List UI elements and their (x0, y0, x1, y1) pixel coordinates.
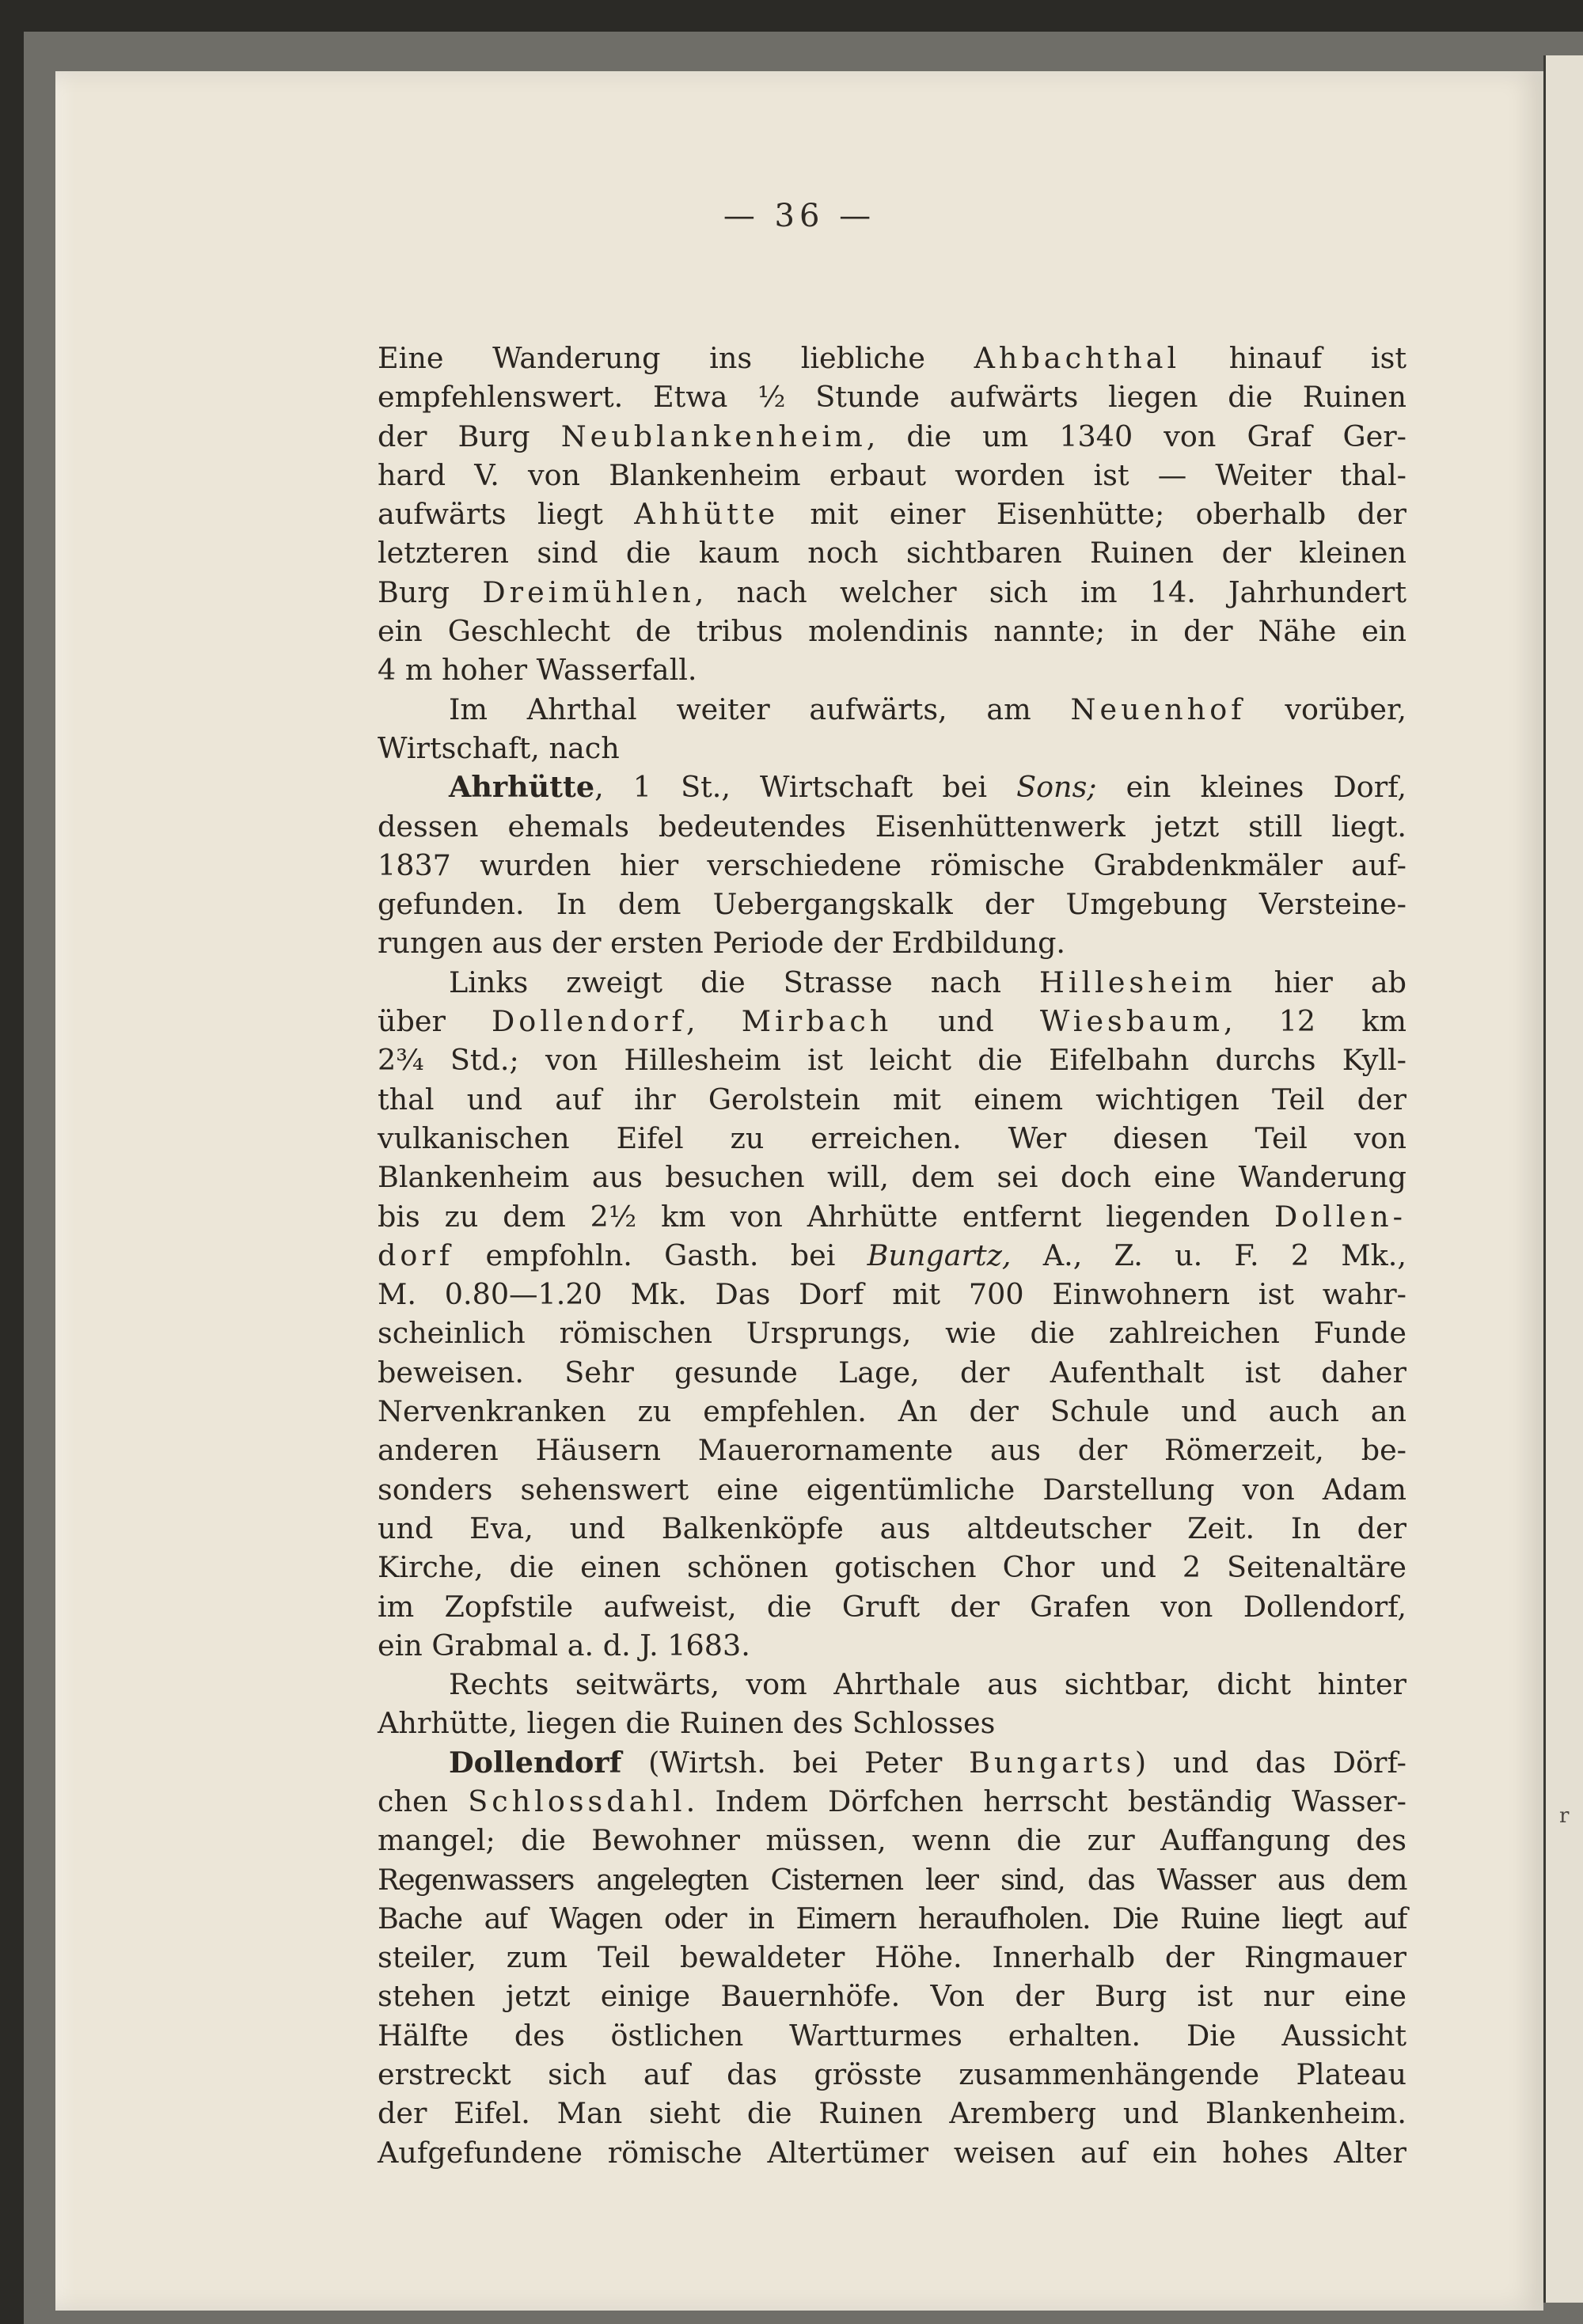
text-line: der Eifel. Man sieht die Ruinen Aremberg und Blankenheim. (378, 2096, 1406, 2131)
text-line: Im Ahrthal weiter aufwärts, am Neuenhof vorüber, (449, 692, 1406, 726)
text-line: scheinlich römischen Ursprungs, wie die zahlreichen Funde (378, 1316, 1406, 1351)
text-line: Rechts seitwärts, vom Ahrthale aus sichtbar, dicht hinter (449, 1667, 1406, 1702)
text-line: hard V. von Blankenheim erbaut worden ist — Weiter thal- (378, 457, 1406, 492)
text-line: rungen aus der ersten Periode der Erdbildung. (378, 926, 1066, 961)
text-line: über Dollendorf, Mirbach und Wiesbaum, 12 km (378, 1004, 1406, 1039)
text-line: Ahrhütte, 1 St., Wirtschaft bei Sons; ein kleines Dorf, (449, 770, 1406, 805)
text-line: 2¾ Std.; von Hillesheim ist leicht die Eifelbahn durchs Kyll- (378, 1043, 1406, 1078)
text-line: Eine Wanderung ins liebliche Ahbachthal hinauf ist (378, 341, 1406, 375)
text-line: Dollendorf (Wirtsh. bei Peter Bungarts) und das Dörf- (449, 1745, 1407, 1780)
text-line: Aufgefundene römische Altertümer weisen auf ein hohes Alter (378, 2135, 1406, 2170)
text-line: Ahrhütte, liegen die Ruinen des Schlosses (378, 1706, 996, 1741)
text-line: anderen Häusern Mauerornamente aus der Römerzeit, be- (378, 1433, 1406, 1468)
text-line: ein Grabmal a. d. J. 1683. (378, 1628, 750, 1662)
text-line: letzteren sind die kaum noch sichtbaren Ruinen der kleinen (378, 536, 1406, 571)
text-line: vulkanischen Eifel zu erreichen. Wer diesen Teil von (378, 1120, 1406, 1155)
text-line: ein Geschlecht de tribus molendinis nannte; in der Nähe ein (378, 614, 1406, 649)
text-line: Wirtschaft, nach (378, 730, 620, 765)
text-line: M. 0.80—1.20 Mk. Das Dorf mit 700 Einwohnern ist wahr- (378, 1277, 1406, 1312)
text-line: 4 m hoher Wasserfall. (378, 653, 697, 688)
text-line: Bache auf Wagen oder in Eimern heraufholen. Die Ruine liegt auf (378, 1901, 1406, 1935)
body-text (378, 339, 1406, 2172)
text-line: 1837 wurden hier verschiedene römische Grabdenkmäler auf- (378, 847, 1406, 882)
text-line: Blankenheim aus besuchen will, dem sei doch eine Wanderung (378, 1160, 1406, 1195)
text-line: dorf empfohln. Gasth. bei Bungartz, A., Z. u. F. 2 Mk., (378, 1238, 1406, 1272)
text-line: gefunden. In dem Uebergangskalk der Umgebung Versteine- (378, 887, 1406, 922)
text-line: chen Schlossdahl. Indem Dörfchen herrscht beständig Wasser- (378, 1784, 1406, 1818)
text-line: und Eva, und Balkenköpfe aus altdeutscher Zeit. In der (378, 1511, 1406, 1545)
text-line: sonders sehenswert eine eigentümliche Darstellung von Adam (378, 1472, 1406, 1507)
text-line: aufwärts liegt Ahhütte mit einer Eisenhütte; oberhalb der (378, 497, 1406, 532)
text-line: bis zu dem 2½ km von Ahrhütte entfernt liegenden Dollen- (378, 1199, 1406, 1234)
text-line: dessen ehemals bedeutendes Eisenhüttenwerk jetzt still liegt. (378, 809, 1406, 844)
text-line: erstreckt sich auf das grösste zusammenhängende Plateau (378, 2057, 1406, 2092)
page-number: — 36 — (723, 198, 876, 234)
text-line: Links zweigt die Strasse nach Hillesheim hier ab (449, 965, 1406, 999)
text-line: Regenwassers angelegten Cisternen leer sind, das Wasser aus dem (378, 1862, 1406, 1897)
text-line: Hälfte des östlichen Wartturmes erhalten. Die Aussicht (378, 2018, 1406, 2053)
text-line: im Zopfstile aufweist, die Gruft der Grafen von Dollendorf, (378, 1589, 1406, 1624)
text-line: steiler, zum Teil bewaldeter Höhe. Innerhalb der Ringmauer (378, 1940, 1406, 1975)
text-line: Nervenkranken zu empfehlen. An der Schule und auch an (378, 1394, 1406, 1429)
text-line: Burg Dreimühlen, nach welcher sich im 14. Jahrhundert (378, 574, 1406, 609)
next-page-edge (1543, 55, 1583, 2303)
text-line: empfehlenswert. Etwa ½ Stunde aufwärts liegen die Ruinen (378, 380, 1406, 415)
text-line: beweisen. Sehr gesunde Lage, der Aufenthalt ist daher (378, 1355, 1406, 1389)
text-line: stehen jetzt einige Bauernhöfe. Von der Burg ist nur eine (378, 1979, 1406, 2014)
text-line: mangel; die Bewohner müssen, wenn die zur Auffangung des (378, 1823, 1406, 1858)
margin-mark: r (1559, 1804, 1570, 1828)
book-page (55, 71, 1570, 2311)
text-line: Kirche, die einen schönen gotischen Chor und 2 Seitenaltäre (378, 1550, 1406, 1585)
text-line: der Burg Neublankenheim, die um 1340 von Graf Ger- (378, 419, 1406, 453)
text-line: thal und auf ihr Gerolstein mit einem wichtigen Teil der (378, 1082, 1406, 1117)
